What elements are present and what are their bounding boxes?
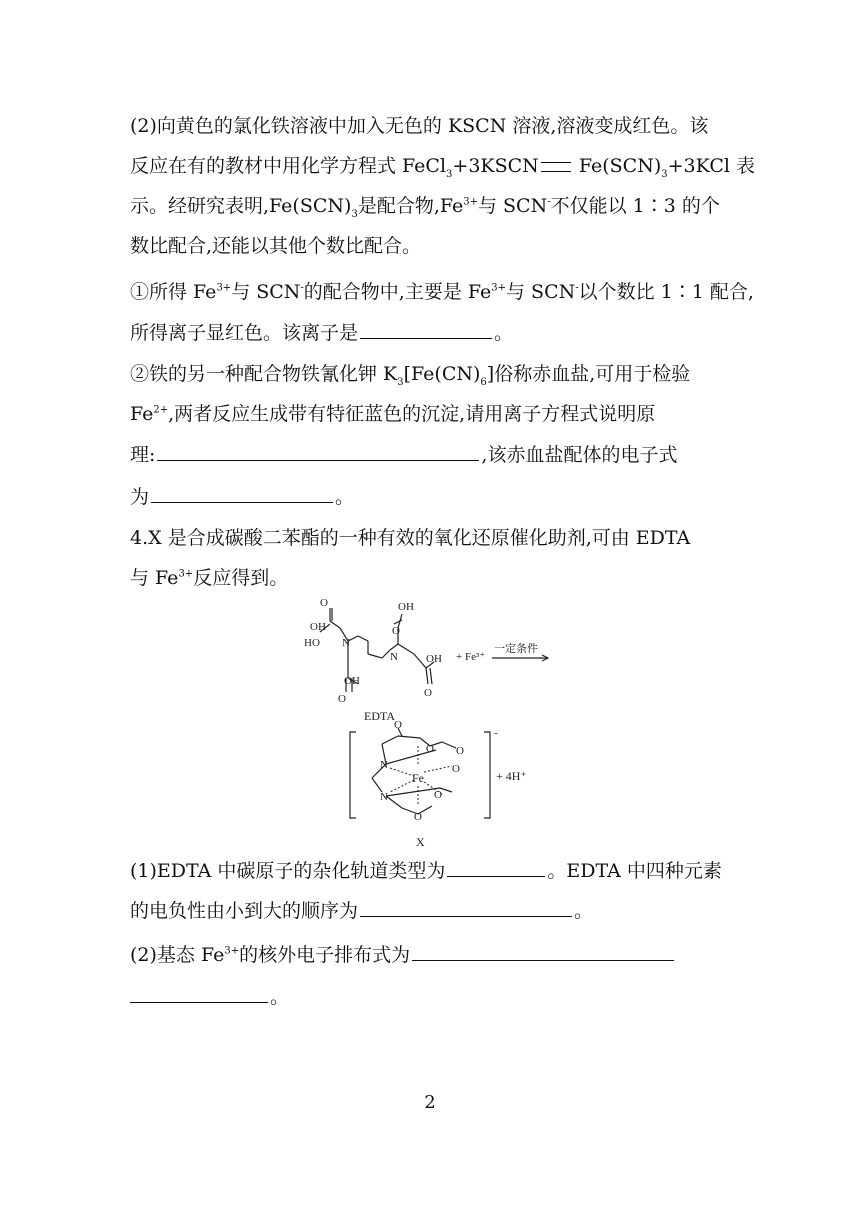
plus-fe3-label: + Fe³⁺	[456, 651, 486, 663]
x-label-o-top: O	[394, 719, 402, 731]
q4-sub2-line1: (2)基态 $Fe^{3+}$的核外电子排布式为	[130, 940, 676, 969]
q3-part2-line4: 数比配合,还能以其他个数比配合。	[130, 235, 422, 257]
edta-label-oh3: OH	[426, 653, 442, 665]
edta-label-o3: O	[424, 687, 432, 699]
edta-label: EDTA	[364, 709, 396, 723]
q3-part2-line1: (2)向黄色的氯化铁溶液中加入无色的 KSCN 溶液,溶液变成红色。该	[130, 115, 709, 137]
q3-sub2-line3: 理: ,该赤血盐配体的电子式	[130, 440, 677, 469]
q3-sub2-line2: $Fe^{2+}$,两者反应生成带有特征蓝色的沉淀,请用离子方程式说明原	[130, 403, 656, 425]
answer-blank-electronegativity[interactable]	[360, 896, 572, 917]
answer-blank-ionic-equation[interactable]	[157, 440, 479, 461]
edta-label-o2: O	[392, 625, 400, 637]
q3-sub2-line4: 为 。	[130, 482, 354, 511]
edta-label-o4: O	[338, 693, 346, 705]
q4-line1: 4.X 是合成碳酸二苯酯的一种有效的氧化还原催化助剂,可由 EDTA	[130, 527, 691, 549]
x-label-n1: N	[380, 759, 388, 771]
x-label-o-ring2: O	[456, 745, 464, 757]
q3-sub1-line1: ①所得 $Fe^{3+}$与 SCN-的配合物中,主要是 $Fe^{3+}$与 SCN-以个数比 1∶1 配合,	[130, 281, 754, 303]
x-label-o-ring4: O	[434, 789, 442, 801]
answer-blank-ion[interactable]	[360, 318, 492, 339]
edta-label-n2: N	[390, 651, 398, 663]
x-label: X	[416, 835, 425, 849]
edta-label-oh2: OH	[398, 601, 414, 613]
q4-sub2-line2: 。	[130, 982, 289, 1011]
x-label-fe: Fe	[412, 771, 424, 785]
q4-line2: 与 $Fe^{3+}$反应得到。	[130, 567, 289, 589]
answer-blank-hybridization[interactable]	[447, 856, 545, 877]
answer-blank-electron-config-1[interactable]	[412, 940, 674, 961]
page-number: 2	[424, 1092, 436, 1113]
q4-sub1-line1: (1)EDTA 中碳原子的杂化轨道类型为 。EDTA 中四种元素	[130, 856, 722, 885]
x-label-n2: N	[380, 791, 388, 803]
q3-sub1-line2: 所得离子显红色。该离子是 。	[130, 318, 513, 347]
q3-part2-line2: 反应在有的教材中用化学方程式 FeCl$_3$+3KSCN $Fe(SCN)_3+3KCl$ 表	[130, 155, 755, 180]
edta-label-ho: HO	[304, 637, 320, 649]
x-label-o-ring1: O	[426, 743, 434, 755]
edta-label-oh1: OH	[310, 621, 326, 633]
q3-part2-line3: 示。经研究表明$,Fe(SCN)_3$是配合物$,Fe^{3+}$与 SCN-不仅能以 1∶3 的个	[130, 195, 720, 220]
x-label-o-ring5: O	[414, 811, 422, 823]
edta-label-n1: N	[342, 637, 350, 649]
edta-label-oh4: OH	[344, 675, 360, 687]
equals-sign	[541, 162, 571, 172]
edta-reaction-figure	[290, 596, 590, 852]
x-charge-minus: -	[494, 727, 498, 739]
condition-label: 一定条件	[494, 643, 538, 655]
x-plus-4h: + 4H⁺	[496, 769, 527, 783]
edta-label-o1: O	[320, 597, 328, 609]
q4-sub1-line2: 的电负性由小到大的顺序为 。	[130, 896, 593, 925]
answer-blank-electron-config-2[interactable]	[130, 982, 268, 1003]
q3-sub2-line1: ②铁的另一种配合物铁氰化钾 $K_3[Fe(CN)_6]$俗称赤血盐,可用于检验	[130, 363, 691, 388]
answer-blank-electron-formula[interactable]	[151, 482, 333, 503]
x-label-o-ring3: O	[452, 763, 460, 775]
